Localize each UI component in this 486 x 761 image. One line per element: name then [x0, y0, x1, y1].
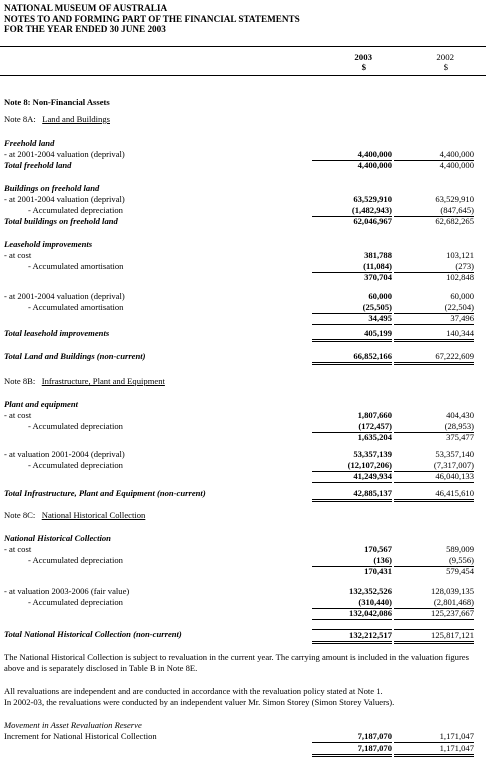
table-row: - at 2001-2004 valuation (deprival) 60,000 60,000 — [4, 291, 474, 301]
table-row: 41,249,934 46,040,133 — [0, 471, 486, 482]
table-row: - Accumulated depreciation (310,440) (2,801,468) — [28, 597, 474, 607]
table-row: Total buildings on freehold land 62,046,967 62,682,265 — [4, 216, 474, 226]
table-row: - at valuation 2003-2006 (fair value) 132,352,526 128,039,135 — [4, 586, 474, 596]
col-2003-header: 2003 $ — [354, 52, 372, 72]
table-row: 132,042,086 125,237,667 — [0, 608, 486, 619]
reserve-row: Increment for National Historical Collection 7,187,070 1,171,047 — [4, 731, 474, 741]
note8c-heading: Note 8C: National Historical Collection — [4, 510, 146, 520]
table-row: - at cost 1,807,660 404,430 — [4, 410, 474, 420]
header-line-3: FOR THE YEAR ENDED 30 JUNE 2003 — [4, 24, 166, 35]
table-row: - at valuation 2001-2004 (deprival) 53,357,139 53,357,140 — [4, 449, 474, 459]
table-row: 34,495 37,496 — [0, 313, 486, 324]
note8a-heading: Note 8A: Land and Buildings — [4, 114, 110, 124]
table-row: - Accumulated amortisation (11,084) (273) — [28, 261, 474, 271]
table-row: - at 2001-2004 valuation (deprival) 4,400,000 4,400,000 — [4, 149, 474, 159]
table-row: Buildings on freehold land — [4, 183, 100, 193]
table-row: Total Land and Buildings (non-current) 66,852,166 67,222,609 — [0, 351, 486, 362]
table-row: Total leasehold improvements 405,199 140,344 — [0, 328, 486, 339]
table-row: - Accumulated depreciation (136) (9,556) — [28, 555, 474, 565]
table-row: 170,431 579,454 — [364, 566, 474, 576]
table-row: - at cost 170,567 589,009 — [4, 544, 474, 554]
note8b-heading: Note 8B: Infrastructure, Plant and Equipment — [4, 376, 165, 386]
collection-note-paragraph: The National Historical Collection is subject to revaluation in the current year. The carrying amount is included in the valuation figures above and is separately disclosed in Table B in Note 8E. — [4, 652, 469, 673]
table-row: 370,704 102,848 — [364, 272, 474, 282]
header-line-1: NATIONAL MUSEUM OF AUSTRALIA — [4, 3, 168, 13]
table-row: - Accumulated depreciation (12,107,206) (7,317,007) — [28, 460, 474, 470]
header-line-2: NOTES TO AND FORMING PART OF THE FINANCIAL STATEMENTS — [4, 13, 300, 24]
table-row: Plant and equipment — [4, 399, 79, 409]
column-header-rule — [0, 75, 486, 76]
table-row: Leasehold improvements — [4, 239, 93, 249]
table-row: 1,635,204 375,477 — [357, 432, 474, 442]
table-row: National Historical Collection — [4, 533, 111, 543]
table-row: - Accumulated amortisation (25,505) (22,504) — [28, 302, 474, 312]
table-row: Total Infrastructure, Plant and Equipment (non-current) 42,885,137 46,415,610 — [0, 488, 486, 499]
reserve-title: Movement in Asset Revaluation Reserve — [4, 720, 142, 730]
report-header — [4, 3, 300, 35]
note8-title: Note 8: Non-Financial Assets — [4, 97, 110, 107]
revaluation-paragraph-1: All revaluations are independent and are conducted in accordance with the revaluation policy stated at Note 1. — [4, 686, 383, 696]
table-row: Total freehold land 4,400,000 4,400,000 — [4, 160, 474, 170]
header-rule — [0, 46, 486, 47]
table-row: - Accumulated depreciation (172,457) (28,953) — [28, 421, 474, 431]
col-2002-header: 2002 $ — [436, 52, 454, 72]
reserve-total-row: 7,187,070 1,171,047 — [0, 743, 486, 754]
table-row: - at 2001-2004 valuation (deprival) 63,529,910 63,529,910 — [4, 194, 474, 204]
table-row: Total National Historical Collection (non-current) 132,212,517 125,817,121 — [0, 629, 486, 640]
table-row: - at cost 381,788 103,121 — [4, 250, 474, 260]
table-row: - Accumulated depreciation (1,482,943) (847,645) — [28, 205, 474, 215]
table-row: Freehold land — [4, 138, 55, 148]
revaluation-paragraph-2: In 2002-03, the revaluations were conducted by an independent valuer Mr. Simon Storey (Simon Storey Valuers). — [4, 697, 395, 707]
